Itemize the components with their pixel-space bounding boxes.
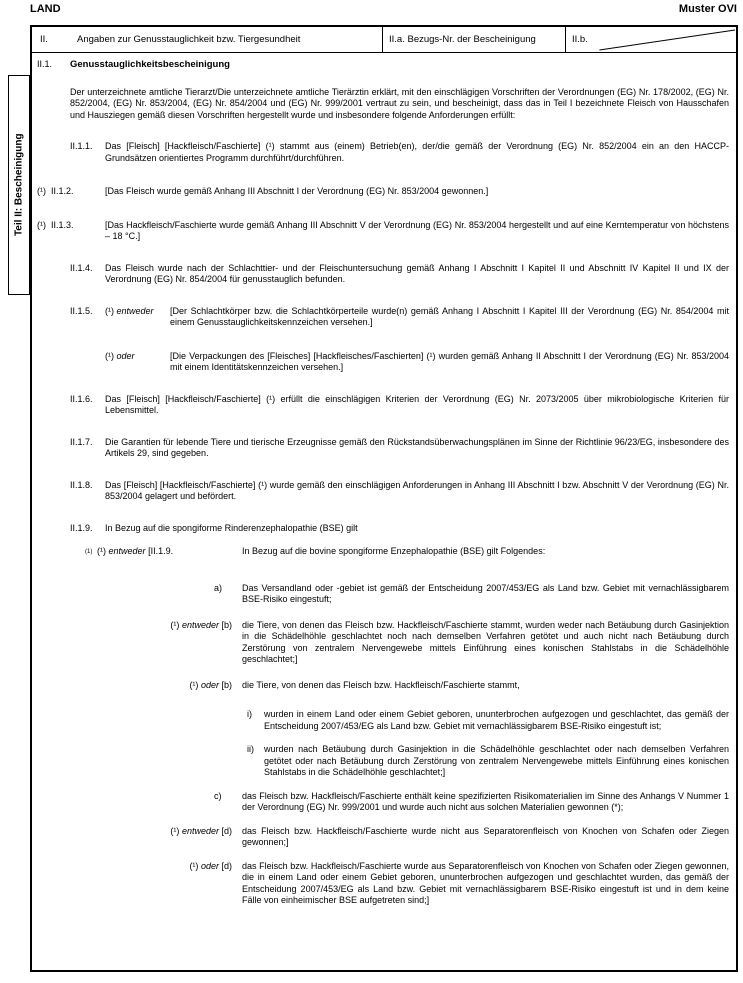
item-ii-1-8-label: II.1.8.: [70, 479, 93, 490]
header-section-number: II.: [40, 33, 48, 45]
item-ii-1-8: [37, 480, 729, 503]
bse-item-b-oder-text: die Tiere, von denen das Fleisch bzw. Hackfleisch/Faschierte stammt,: [242, 679, 520, 690]
bse-superscript-footnote-mark: (1): [85, 549, 93, 555]
bse-item-b-oder: [102, 680, 729, 692]
item-ii-1-1: [37, 141, 729, 164]
bse-entweder-intro: [85, 546, 729, 559]
bse-item-a-label: a): [214, 582, 223, 593]
item-ii-1-2-footnote-mark: (¹): [37, 186, 46, 196]
certificate-table: [30, 25, 738, 972]
item-ii-1-3: [37, 220, 729, 243]
header-ref-number-cell: [382, 27, 565, 52]
bse-item-c: [214, 791, 729, 814]
iib-diagonal-strike-line: [566, 27, 736, 52]
item-ii-1-9-text: In Bezug auf die spongiforme Rinderenzephalopathie (BSE) gilt: [105, 522, 358, 533]
bse-item-b-ii: [247, 744, 729, 779]
bse-item-d-oder-text: das Fleisch bzw. Hackfleisch/Faschierte wurde aus Separatorenfleisch von Knochen von Schafen oder Ziegen gewonnen, die in einem Land oder einem Gebiet geboren, ununterbrochen aufgezogen und geschlachtet wurden, das gemäß der Entscheidung 2007/453/EG als Land bzw. Gebiet mit vernachlässigbarem BSE-Risiko eingestuft ist und in dem keine Fälle von einheimischer BSE aufgetreten sind;]: [242, 860, 729, 905]
bse-item-d-entweder-marker: (¹) entweder [d): [170, 825, 232, 836]
section-ii1-number: II.1.: [37, 59, 53, 69]
item-ii-1-7: [37, 437, 729, 460]
bse-item-b-entweder-marker: (¹) entweder [b): [170, 619, 232, 630]
header-section-cell: [32, 27, 382, 52]
section-ii1-title: Genusstauglichkeitsbescheinigung: [70, 59, 230, 70]
item-ii-1-4-label: II.1.4.: [70, 262, 93, 273]
item-ii-1-3-text: [Das Hackfleisch/Faschierte wurde gemäß Anhang III Abschnitt V der Verordnung (EG) Nr. 853/2004 hergestellt und auf eine Kerntemperatur von höchstens – 18 °C.]: [105, 219, 729, 241]
intro-paragraph-text: Der unterzeichnete amtliche Tierarzt/Die unterzeichnete amtliche Tierärztin erklärt, mit den einschlägigen Vorschriften der Verordnungen (EG) Nr. 178/2002, (EG) Nr. 852/2004, (EG) Nr. 853/2004, (EG) Nr. 854/2004 und (EG) Nr. 999/2001 vertraut zu sein, und bescheinigt, dass das in Teil I bezeichnete Fleisch von Hausschafen und Hausziegen gemäß diesen Vorschriften hergestellt wurde und insbesondere folgende Anforderungen erfüllt:: [70, 86, 729, 120]
item-ii-1-9: [37, 523, 729, 535]
bse-item-a: [214, 583, 729, 606]
item-ii-1-5-entweder-marker: (¹) entweder: [105, 305, 154, 316]
bse-item-b-i: [247, 709, 729, 732]
item-ii-1-5-entweder-text: [Der Schlachtkörper bzw. die Schlachtkörperteile wurde(n) gemäß Anhang I Abschnitt I Kapitel III der Verordnung (EG) Nr. 854/2004 mit einem Genusstauglichkeitskennzeichen versehen.]: [170, 305, 729, 327]
certificate-body: [32, 53, 736, 907]
top-labels: [30, 4, 737, 16]
bse-item-b-i-text: wurden in einem Land oder einem Gebiet geboren, ununterbrochen aufgezogen und geschlachtet, das gemäß der Entscheidung 2007/453/EG als Land bzw. Gebiet mit vernachlässigbarem BSE-Risiko eingestuft ist;: [264, 709, 729, 731]
item-ii-1-7-label: II.1.7.: [70, 436, 93, 447]
bse-item-a-text: Das Versandland oder -gebiet ist gemäß der Entscheidung 2007/453/EG als Land bzw. Gebiet mit vernachlässigbarem BSE-Risiko eingestuft;: [242, 582, 729, 604]
bse-item-c-text: das Fleisch bzw. Hackfleisch/Faschierte enthält keine spezifizierten Risikomaterialien im Sinne des Anhangs V Nummer 1 der Verordnung (EG) Nr. 999/2001 und wurde auch nicht aus solchen Materialien gewonnen (*);: [242, 790, 729, 812]
item-ii-1-5-entweder: [37, 306, 729, 329]
item-ii-1-5-oder-text: [Die Verpackungen des [Fleisches] [Hackfleisches/Faschierten] (¹) wurden gemäß Anhang II Abschnitt I der Verordnung (EG) Nr. 853/2004 mit einem Identitätskennzeichen versehen.]: [170, 350, 729, 372]
item-ii-1-5-oder-marker: (¹) oder: [105, 350, 135, 361]
item-ii-1-1-text: Das [Fleisch] [Hackfleisch/Faschierte] (¹) stammt aus (einem) Betrieb(en), der/die gemäß der Verordnung (EG) Nr. 852/2004 ein an den HACCP-Grundsätzen orientiertes Programm durchführt/durchführen.: [105, 141, 729, 163]
item-ii-1-2-text: [Das Fleisch wurde gemäß Anhang III Abschnitt I der Verordnung (EG) Nr. 853/2004 gewonnen.]: [105, 186, 489, 196]
part-ii-sidebar-label: Teil II: Bescheinigung: [13, 133, 25, 237]
item-ii-1-6-label: II.1.6.: [70, 393, 93, 404]
item-ii-1-5-label: II.1.5.: [70, 305, 93, 316]
bse-item-d-entweder: [102, 826, 729, 849]
header-section-title: Angaben zur Genusstauglichkeit bzw. Tiergesundheit: [77, 33, 301, 45]
model-label: Muster OVI: [678, 3, 737, 15]
header-iib-cell: [565, 27, 736, 52]
table-header-row: [32, 27, 736, 53]
bse-item-d-oder-marker: (¹) oder [d): [189, 860, 232, 871]
item-ii-1-6-text: Das [Fleisch] [Hackfleisch/Faschierte] (¹) erfüllt die einschlägigen Kriterien der Verordnung (EG) Nr. 2073/2005 über mikrobiologische Kriterien für Lebensmittel.: [105, 393, 729, 415]
item-ii-1-3-footnote-mark: (¹): [37, 219, 46, 230]
item-ii-1-2-label: II.1.2.: [51, 186, 74, 196]
bse-item-b-oder-marker: (¹) oder [b): [189, 679, 232, 690]
item-ii-1-8-text: Das [Fleisch] [Hackfleisch/Faschierte] (¹) wurde gemäß den einschlägigen Anforderungen in Anhang III Abschnitt I bzw. Abschnitt V der Verordnung (EG) Nr. 853/2004 gelagert und befördert.: [105, 479, 729, 501]
item-ii-1-4-text: Das Fleisch wurde nach der Schlachttier- und der Fleischuntersuchung gemäß Anhang I Abschnitt I Kapitel II und Abschnitt IV Kapitel II und IX der Verordnung (EG) Nr. 854/2004 für genusstauglich befunden.: [105, 262, 729, 284]
item-ii-1-6: [37, 394, 729, 417]
bse-item-b-i-label: i): [247, 709, 252, 719]
item-ii-1-1-label: II.1.1.: [70, 141, 93, 151]
item-ii-1-4: [37, 263, 729, 286]
bse-entweder-intro-text: In Bezug auf die bovine spongiforme Enzephalopathie (BSE) gilt Folgendes:: [242, 546, 546, 556]
header-iib-label: II.b.: [572, 33, 588, 45]
bse-item-b-ii-text: wurden nach Betäubung durch Gasinjektion in die Schädelhöhle geschlachtet oder nach demselben Verfahren getötet oder nach Betäubung durch Zerstörung von zentralem Nervengewebe mittels Einführung eines konischen Stahlstabs in die Schädelhöhle geschlachtet;]: [264, 744, 729, 777]
country-label: LAND: [30, 3, 61, 15]
bse-item-d-oder: [102, 861, 729, 907]
item-ii-1-2: [37, 186, 729, 198]
bse-item-b-entweder-text: die Tiere, von denen das Fleisch bzw. Hackfleisch/Faschierte stammt, wurden weder nach Betäubung durch Gasinjektion in die Schädelhöhle geschlachtet noch nach demselben Verfahren getötet und auch nicht nach Betäubung durch Zerstörung von zentralem Nervengewebe mittels Einführung eines konischen Stahlstabs in die Schädelhöhle geschlachtet;]: [242, 619, 729, 664]
bse-item-d-entweder-text: das Fleisch bzw. Hackfleisch/Faschierte wurde nicht aus Separatorenfleisch von Knochen von Schafen oder Ziegen gewonnen;]: [242, 825, 729, 847]
part-ii-sidebar: [8, 75, 30, 295]
intro-paragraph: [70, 87, 729, 122]
header-ref-number-label: II.a. Bezugs-Nr. der Bescheinigung: [389, 33, 536, 45]
item-ii-1-3-label: II.1.3.: [51, 219, 74, 230]
item-ii-1-7-text: Die Garantien für lebende Tiere und tierische Erzeugnisse gemäß den Rückstandsüberwachungsplänen im Sinne der Richtlinie 96/23/EG, insbesondere des Artikels 29, sind gegeben.: [105, 436, 729, 458]
item-ii-1-5-oder: [37, 351, 729, 374]
item-ii-1-9-label: II.1.9.: [70, 522, 93, 533]
bse-entweder-marker: (¹) entweder [II.1.9.: [97, 546, 174, 556]
bse-item-b-ii-label: ii): [247, 744, 254, 754]
bse-item-c-label: c): [214, 790, 222, 801]
section-ii1-heading: [37, 59, 729, 71]
bse-item-b-entweder: [102, 620, 729, 666]
